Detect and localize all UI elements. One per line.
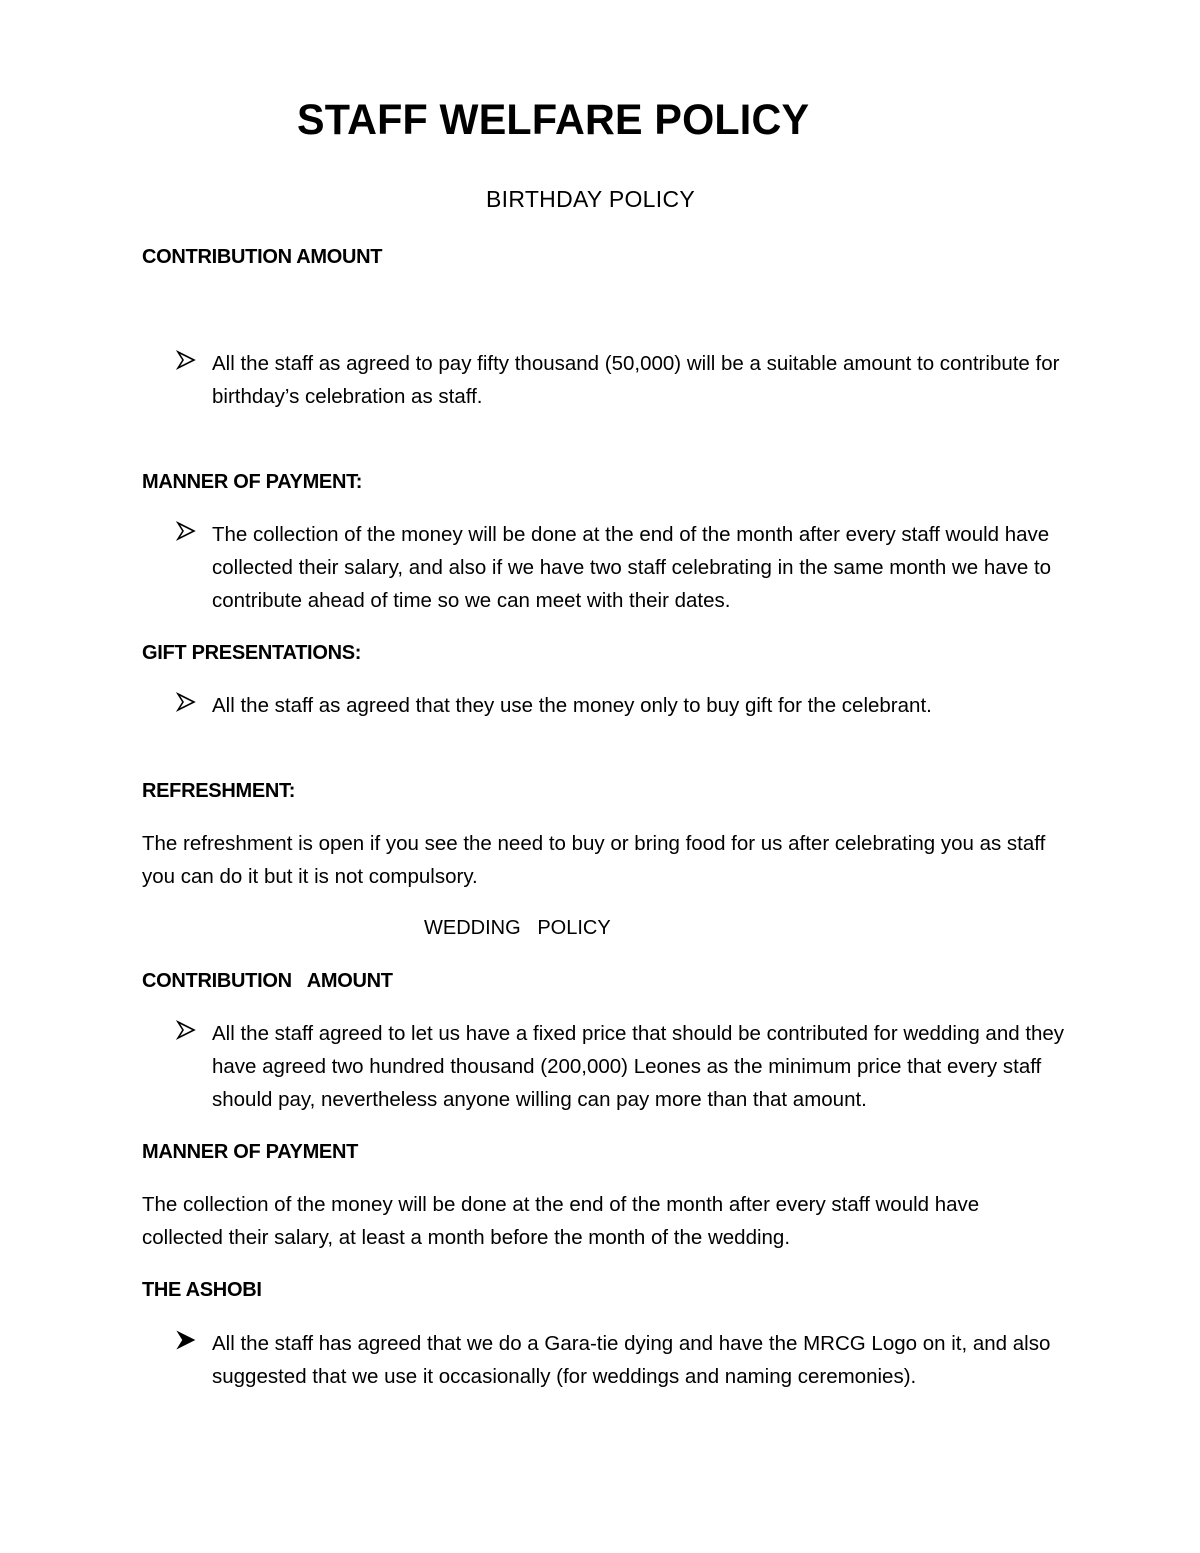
birthday-gift-heading: GIFT PRESENTATIONS: <box>142 642 362 664</box>
bullet-text: The collection of the money will be done at the end of the month after every staff would have collected their salary, and also if we have two staff celebrating in the same month we have to contribute ahead of time so we can meet with their dates. <box>212 523 1052 612</box>
bullet-text: All the staff agreed to let us have a fixed price that should be contributed for wedding and they have agreed two hundred thousand (200,000) Leones as the minimum price that every staff should pay, nevertheless anyone willing can pay more than that amount. <box>212 1022 1065 1111</box>
bullet-text: All the staff has agreed that we do a Gara-tie dying and have the MRCG Logo on it, and also suggested that we use it occasionally (for weddings and naming ceremonies). <box>212 1332 1051 1388</box>
wedding-payment-heading: MANNER OF PAYMENT <box>142 1141 359 1163</box>
birthday-contribution-heading: CONTRIBUTION AMOUNT <box>142 246 383 268</box>
wedding-payment-text: The collection of the money will be done at the end of the month after every staff would have collected their salary, at least a month before the month of the wedding. <box>142 1193 980 1249</box>
birthday-refreshment-text: The refreshment is open if you see the need to buy or bring food for us after celebrating you as staff you can do it but it is not compulsory. <box>142 832 1046 888</box>
arrowhead-bullet-icon <box>176 1020 196 1040</box>
wedding-contribution-heading: CONTRIBUTION AMOUNT <box>142 970 393 992</box>
arrowhead-bullet-icon <box>176 692 196 712</box>
wedding-policy-title: WEDDING POLICY <box>424 917 611 939</box>
wedding-ashobi-heading: THE ASHOBI <box>142 1279 262 1301</box>
birthday-refreshment-heading: REFRESHMENT: <box>142 780 296 802</box>
bullet-text: All the staff as agreed that they use the money only to buy gift for the celebrant. <box>212 694 932 717</box>
arrowhead-bullet-icon <box>176 521 196 541</box>
bullet-text: All the staff as agreed to pay fifty thousand (50,000) will be a suitable amount to contribute for birthday’s celebration as staff. <box>212 352 1060 408</box>
document-title: STAFF WELFARE POLICY <box>297 96 810 144</box>
birthday-payment-heading: MANNER OF PAYMENT: <box>142 471 363 493</box>
arrowhead-bullet-icon <box>176 350 196 370</box>
arrowhead-bullet-icon <box>176 1330 196 1350</box>
birthday-policy-title: BIRTHDAY POLICY <box>486 186 696 212</box>
